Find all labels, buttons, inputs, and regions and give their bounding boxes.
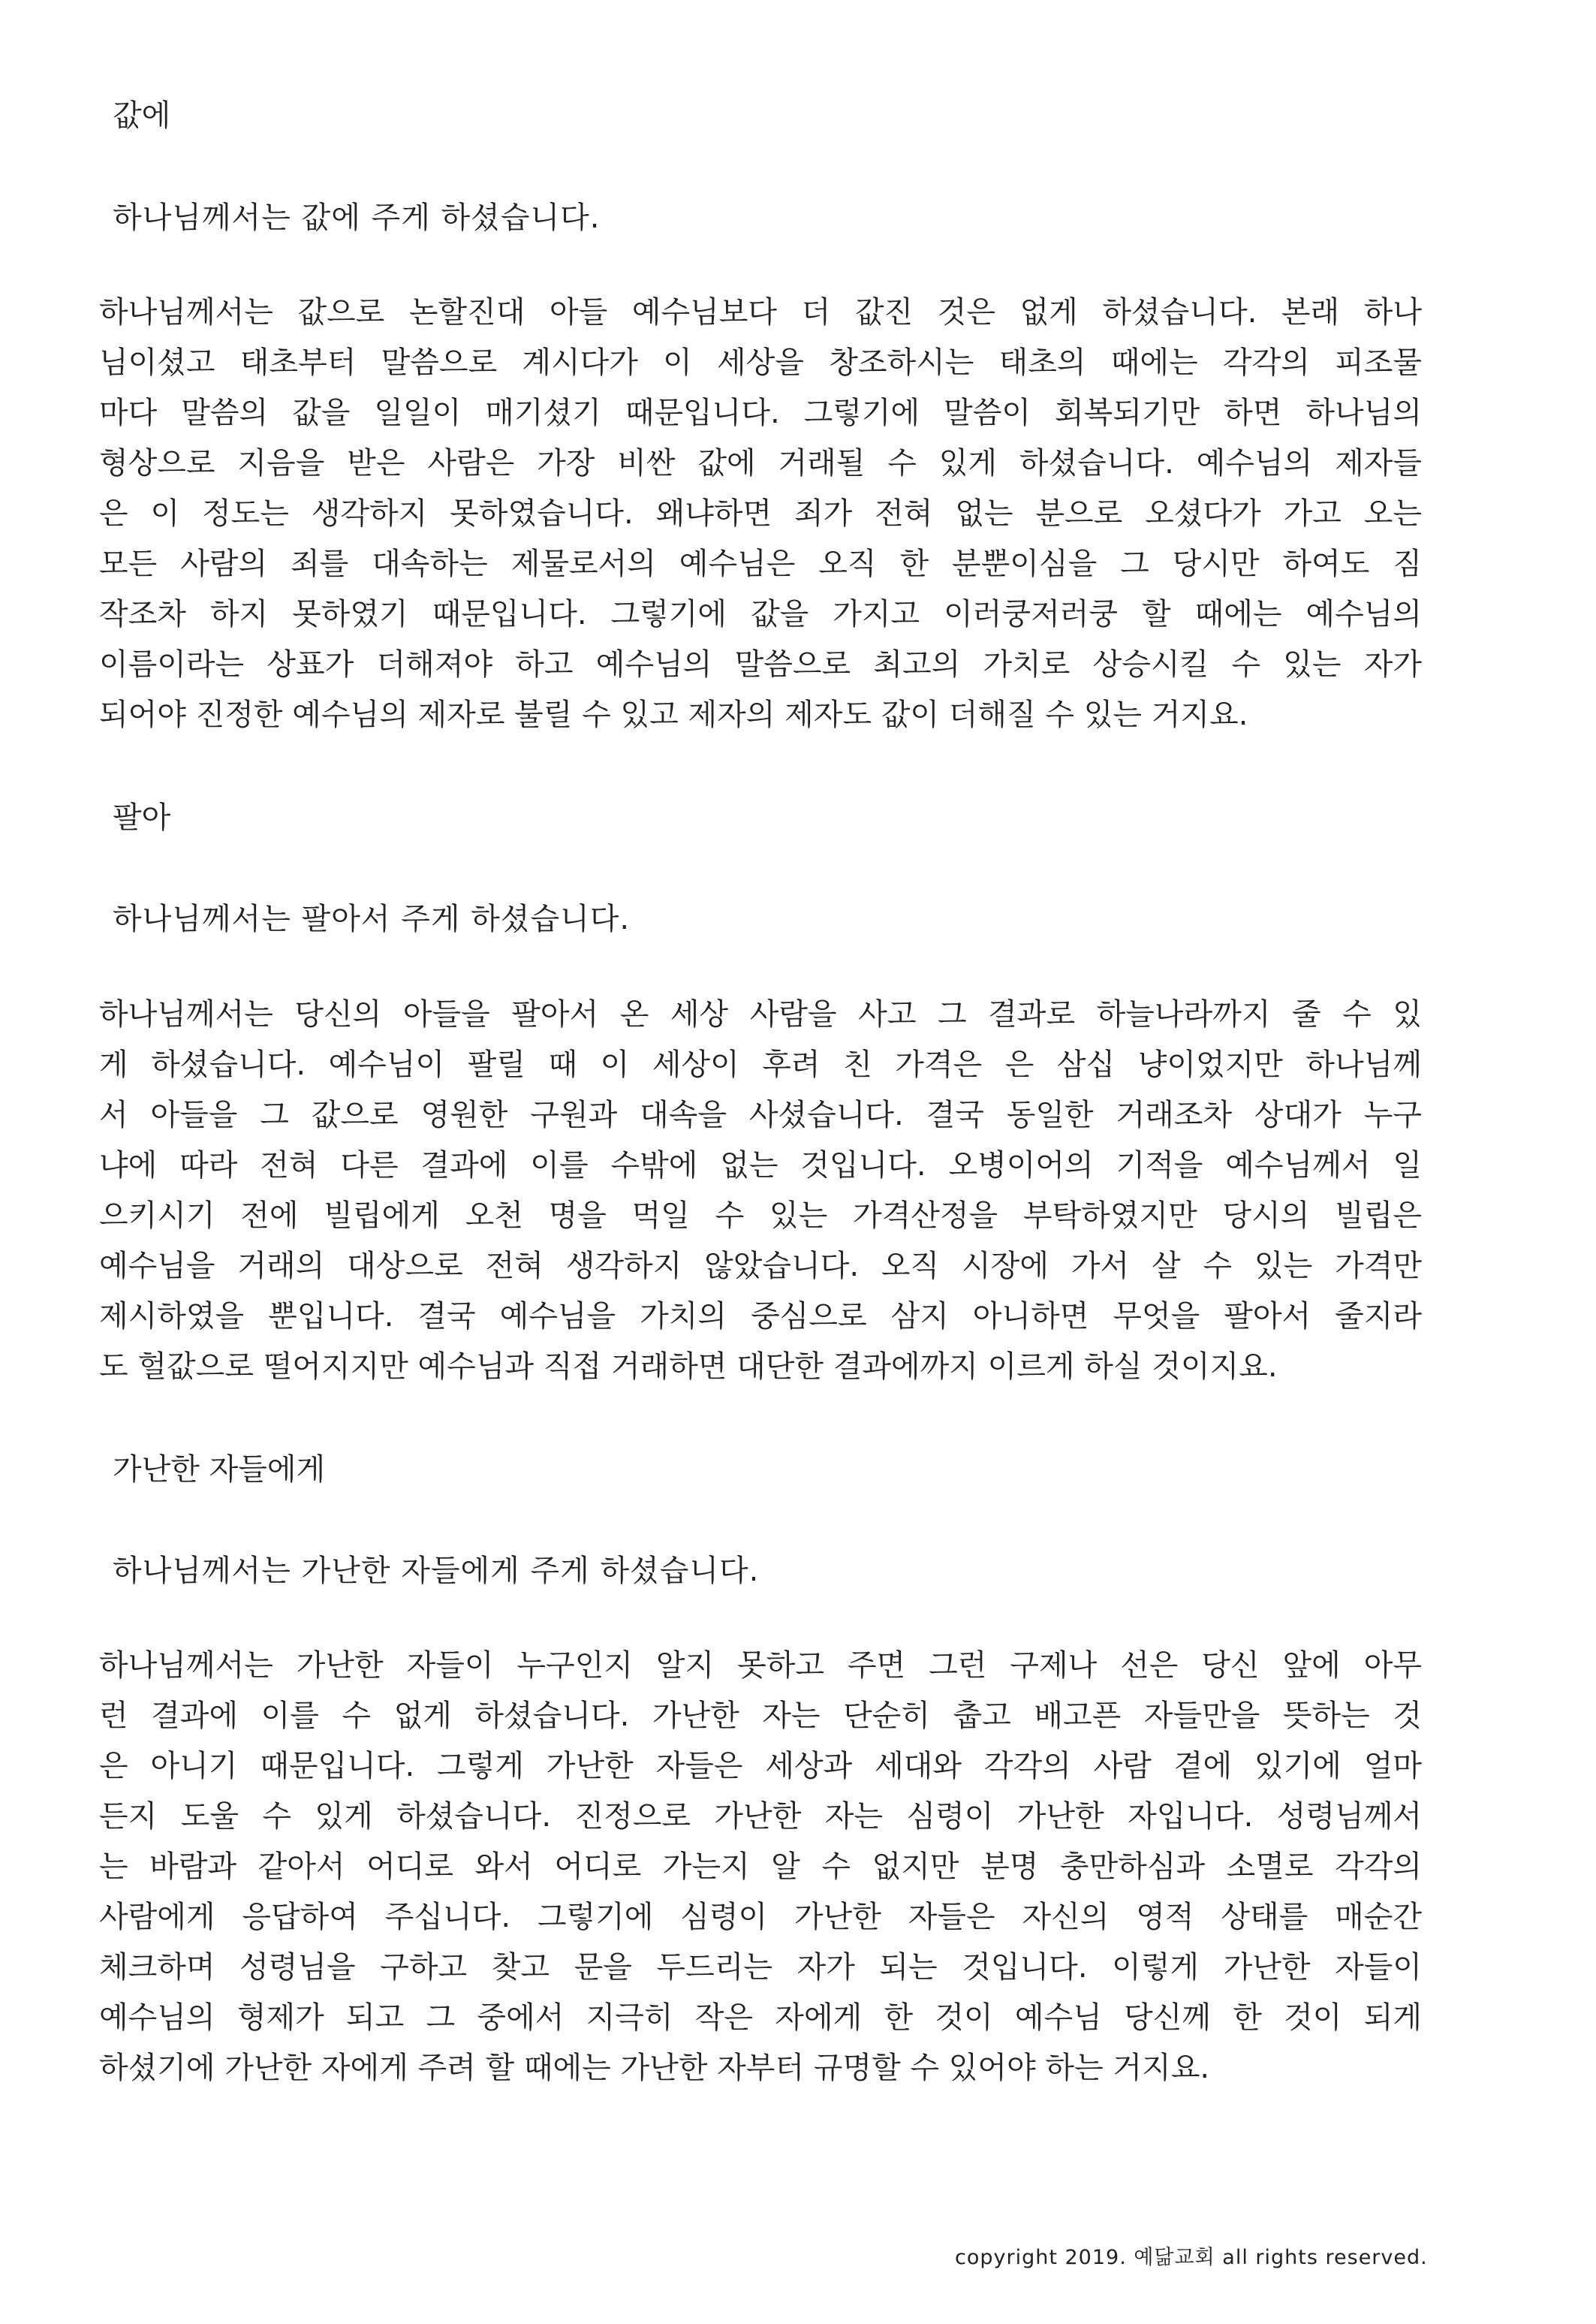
paragraph-line: 은 아니기 때문입니다. 그렇게 가난한 자들은 세상과 세대와 각각의 사람 곁에 있기에 얼마 bbox=[99, 1749, 1422, 1783]
section-lead: 하나님께서는 팔아서 주게 하셨습니다. bbox=[113, 902, 631, 936]
paragraph-line: 예수님의 형제가 되고 그 중에서 지극히 작은 자에게 한 것이 예수님 당신께 한 것이 되게 bbox=[99, 2000, 1422, 2035]
paragraph-line: 으키시기 전에 빌립에게 오천 명을 먹일 수 있는 가격산정을 부탁하였지만 당시의 빌립은 bbox=[99, 1198, 1422, 1233]
copyright-footer: copyright 2019. 예닮교회 all rights reserved. bbox=[955, 2246, 1428, 2269]
paragraph-line: 도 헐값으로 떨어지지만 예수님과 직접 거래하면 대단한 결과에까지 이르게 하실 것이지요. bbox=[99, 1349, 1278, 1384]
paragraph-line: 님이셨고 태초부터 말씀으로 계시다가 이 세상을 창조하시는 태초의 때에는 각각의 피조물 bbox=[99, 345, 1422, 380]
paragraph-line: 사람에게 응답하여 주십니다. 그렇기에 심령이 가난한 자들은 자신의 영적 상태를 매순간 bbox=[99, 1900, 1422, 1934]
paragraph-line: 체크하며 성령님을 구하고 찾고 문을 두드리는 자가 되는 것입니다. 이렇게 가난한 자들이 bbox=[99, 1950, 1422, 1985]
paragraph-line: 작조차 하지 못하였기 때문입니다. 그렇기에 값을 가지고 이러쿵저러쿵 할 때에는 예수님의 bbox=[99, 597, 1422, 631]
paragraph-line: 하나님께서는 값으로 논할진대 아들 예수님보다 더 값진 것은 없게 하셨습니다. 본래 하나 bbox=[99, 295, 1422, 330]
section-heading: 값에 bbox=[113, 98, 171, 133]
paragraph-line: 하나님께서는 가난한 자들이 누구인지 알지 못하고 주면 그런 구제나 선은 당신 앞에 아무 bbox=[99, 1648, 1422, 1683]
section-heading: 가난한 자들에게 bbox=[113, 1452, 326, 1487]
paragraph-line: 서 아들을 그 값으로 영원한 구원과 대속을 사셨습니다. 결국 동일한 거래조차 상대가 누구 bbox=[99, 1098, 1422, 1132]
section-lead: 하나님께서는 값에 주게 하셨습니다. bbox=[113, 200, 601, 235]
paragraph-line: 마다 말씀의 값을 일일이 매기셨기 때문입니다. 그렇기에 말씀이 회복되기만 하면 하나님의 bbox=[99, 396, 1422, 430]
section-heading: 팔아 bbox=[113, 800, 171, 835]
paragraph-line: 냐에 따라 전혀 다른 결과에 이를 수밖에 없는 것입니다. 오병이어의 기적을 예수님께서 일 bbox=[99, 1148, 1422, 1183]
paragraph-line: 런 결과에 이를 수 없게 하셨습니다. 가난한 자는 단순히 춥고 배고픈 자들만을 뜻하는 것 bbox=[99, 1699, 1422, 1733]
section-paragraph bbox=[99, 990, 1422, 1392]
paragraph-line: 제시하였을 뿐입니다. 결국 예수님을 가치의 중심으로 삼지 아니하면 무엇을 팔아서 줄지라 bbox=[99, 1299, 1422, 1334]
paragraph-line: 하셨기에 가난한 자에게 주려 할 때에는 가난한 자부터 규명할 수 있어야 하는 거지요. bbox=[99, 2051, 1210, 2085]
section-lead: 하나님께서는 가난한 자들에게 주게 하셨습니다. bbox=[113, 1554, 760, 1588]
paragraph-line: 게 하셨습니다. 예수님이 팔릴 때 이 세상이 후려 친 가격은 은 삼십 냥이었지만 하나님께 bbox=[99, 1047, 1422, 1082]
paragraph-line: 형상으로 지음을 받은 사람은 가장 비싼 값에 거래될 수 있게 하셨습니다. 예수님의 제자들 bbox=[99, 446, 1422, 481]
paragraph-line: 이름이라는 상표가 더해져야 하고 예수님의 말씀으로 최고의 가치로 상승시킬 수 있는 자가 bbox=[99, 647, 1422, 682]
paragraph-line: 예수님을 거래의 대상으로 전혀 생각하지 않았습니다. 오직 시장에 가서 살 수 있는 가격만 bbox=[99, 1249, 1422, 1283]
paragraph-line: 든지 도울 수 있게 하셨습니다. 진정으로 가난한 자는 심령이 가난한 자입니다. 성령님께서 bbox=[99, 1799, 1422, 1834]
paragraph-line: 은 이 정도는 생각하지 못하였습니다. 왜냐하면 죄가 전혀 없는 분으로 오셨다가 가고 오는 bbox=[99, 496, 1422, 531]
paragraph-line: 모든 사람의 죄를 대속하는 제물로서의 예수님은 오직 한 분뿐이심을 그 당시만 하여도 짐 bbox=[99, 547, 1422, 581]
paragraph-line: 는 바람과 같아서 어디로 와서 어디로 가는지 알 수 없지만 분명 충만하심과 소멸로 각각의 bbox=[99, 1849, 1422, 1884]
paragraph-line: 되어야 진정한 예수님의 제자로 불릴 수 있고 제자의 제자도 값이 더해질 수 있는 거지요. bbox=[99, 698, 1248, 732]
paragraph-line: 하나님께서는 당신의 아들을 팔아서 온 세상 사람을 사고 그 결과로 하늘나라까지 줄 수 있 bbox=[99, 997, 1422, 1032]
section-paragraph bbox=[99, 288, 1422, 740]
section-paragraph bbox=[99, 1641, 1422, 2093]
